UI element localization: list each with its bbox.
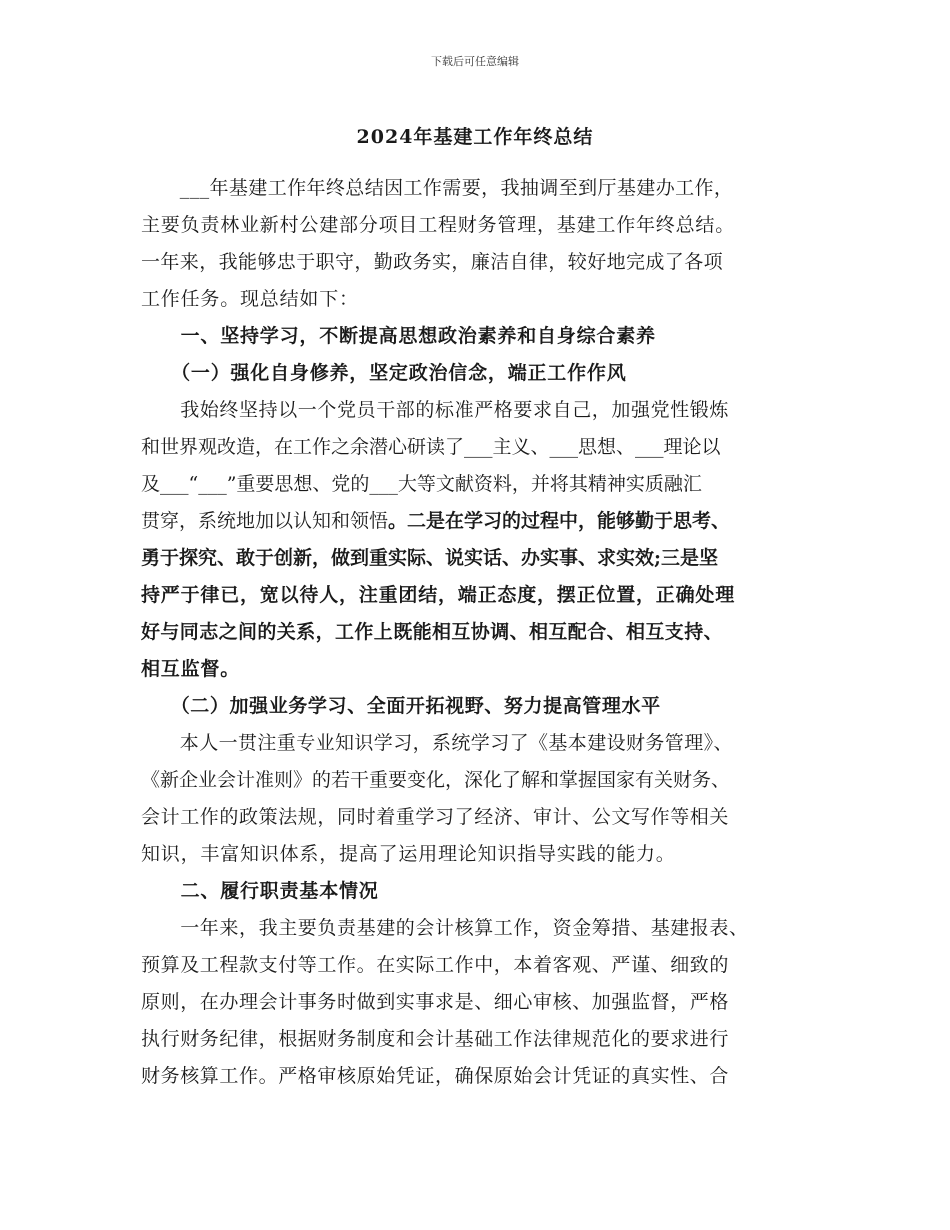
text-line: 及___“___”重要思想、党的___大等文献资料，并将其精神实质融汇 [141,473,702,495]
text-line: 工作任务。现总结如下： [141,288,359,310]
text-line: 执行财务纪律，根据财务制度和会计基础工作法律规范化的要求进行 [141,1028,730,1050]
text-line: 预算及工程款支付等工作。在实际工作中，本着客观、严谨、细致的 [141,954,730,976]
text-line: （二）加强业务学习、全面开拓视野、努力提高管理水平 [141,695,661,717]
text-segment-bold: 。二是在学习的过程中，能够勤于思考、 [388,510,731,532]
text-line: 持严于律已，宽以待人，注重团结，端正态度，摆正位置，正确处理 [141,584,736,606]
text-line: 我始终坚持以一个党员干部的标准严格要求自己，加强党性锻炼 [141,399,730,421]
text-line: 好与同志之间的关系，工作上既能相互协调、相互配合、相互支持、 [141,621,724,643]
document-title: 2024年基建工作年终总结 [356,126,594,148]
text-line: ___年基建工作年终总结因工作需要，我抽调至到厅基建办工作， [141,177,734,199]
text-segment: 贯穿，系统地加以认知和领悟 [141,510,389,532]
text-line: 主要负责林业新村公建部分项目工程财务管理，基建工作年终总结。 [141,214,736,236]
text-line: 财务核算工作。严格审核原始凭证，确保原始会计凭证的真实性、合 [141,1065,730,1087]
text-line: 一年来，我能够忠于职守，勤政务实，廉洁自律，较好地完成了各项 [141,251,724,273]
text-line: 一年来，我主要负责基建的会计核算工作，资金筹措、基建报表、 [141,917,749,939]
text-line: 二、履行职责基本情况 [141,880,379,902]
text-line: 本人一贯注重专业知识学习，系统学习了《基本建设财务管理》、 [141,732,733,754]
text-line: 会计工作的政策法规，同时着重学习了经济、审计、公文写作等相关 [141,806,730,828]
text-line: 原则，在办理会计事务时做到实事求是、细心审核、加强监督，严格 [141,991,730,1013]
document-body [141,170,821,1095]
header-note: 下载后可任意编辑 [431,55,519,68]
text-line: 和世界观改造，在工作之余潜心研读了___主义、___思想、___理论以 [141,436,721,458]
text-line: （一）强化自身修养，坚定政治信念，端正工作作风 [141,362,627,384]
text-line: 一、坚持学习，不断提高思想政治素养和自身综合素养 [141,325,656,347]
text-line: 知识，丰富知识体系，提高了运用理论知识指导实践的能力。 [141,843,676,865]
text-line: 相互监督。 [141,658,241,680]
text-line: 勇于探究、敢于创新，做到重实际、说实话、办实事、求实效;三是坚 [141,547,719,569]
text-line [141,503,821,540]
text-line: 《新企业会计准则》的若干重要变化，深化了解和掌握国家有关财务、 [141,769,731,791]
